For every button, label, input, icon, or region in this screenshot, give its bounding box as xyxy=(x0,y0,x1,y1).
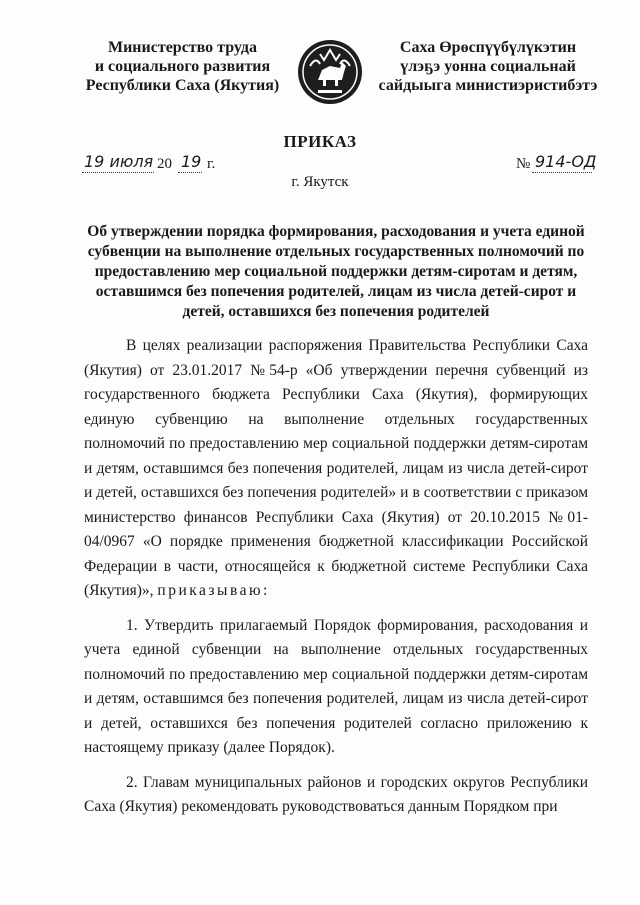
header-left-line: и социального развития xyxy=(94,58,271,75)
body-intro-text: В целях реализации распоряжения Правительства Республики Саха (Якутия) от 23.01.2017 №54-р «Об утверждении перечня субвенций из государственного бюджета Республики Саха (Якутия), формирующих единую субвенцию на выполнение отдельных государственных полномочий по предоставлению мер социальной поддержки детям-сиротам и детям, оставшимся без попечения родителей, лицам из числа детей-сирот и детей, оставшихся без попечения родителей» и в соответствии с приказом министерство финансов Республики Саха (Якутия) от 20.10.2015 №01-04/0967 «О порядке применения бюджетной классификации Российской Федерации в части, относящейся к бюджетной системе Республики Саха (Якутия)», xyxy=(84,337,588,599)
date-underline xyxy=(82,172,154,173)
yakutia-coat-of-arms-icon xyxy=(296,36,364,108)
body-intro-paragraph xyxy=(84,334,588,604)
body-item-1: 1. Утвердить прилагаемый Порядок формирования, расходования и учета единой субвенции на выполнение отдельных государственных полномочий по предоставлению мер социальной поддержки детям-сиротам и детям, оставшимся без попечения родителей, лицам из числа детей-сирот и детей, оставшихся без попечения родителей согласно приложению к настоящему приказу (далее Порядок). xyxy=(84,616,588,756)
subject-line: субвенции на выполнение отдельных государственных полномочий по xyxy=(87,243,585,260)
order-date-century: 20 xyxy=(157,156,172,172)
order-word: приказываю: xyxy=(157,582,270,599)
order-number: 914-ОД xyxy=(535,152,597,171)
order-number-sign: № xyxy=(516,156,531,172)
order-date-suffix: г. xyxy=(207,156,216,172)
subject-line: предоставлению мер социальной поддержки детям-сиротам и детям, xyxy=(94,263,578,280)
header-right-line: үлэҕэ уонна социальнай xyxy=(400,58,576,75)
subject-line: Об утверждении порядка формирования, расходования и учета единой xyxy=(87,223,585,240)
header-right-line: сайдыыга министиэристибэтэ xyxy=(378,77,598,94)
header-left-line: Республики Саха (Якутия) xyxy=(85,77,280,94)
body-item-2: 2. Главам муниципальных районов и городских округов Республики Саха (Якутия) рекомендовать руководствоваться данным Порядком при xyxy=(84,773,588,815)
order-date-day: 19 июля xyxy=(84,152,154,171)
order-date-year: 19 xyxy=(181,152,202,171)
ministry-name-yakut xyxy=(378,38,598,95)
header-right-line: Саха Өрөспүүбүлүкэтин xyxy=(399,39,577,56)
year-underline xyxy=(178,172,202,173)
subject-line: детей, оставшихся без попечения родителей xyxy=(182,303,490,320)
subject-line: оставшимся без попечения родителей, лицам из числа детей-сирот и xyxy=(95,283,577,300)
ministry-name-russian xyxy=(80,38,285,95)
header-left-line: Министерство труда xyxy=(107,39,258,56)
number-underline xyxy=(532,172,592,173)
order-subject xyxy=(86,222,586,322)
order-body xyxy=(84,334,588,830)
order-title: ПРИКАЗ xyxy=(283,132,357,151)
city: г. Якутск xyxy=(291,174,349,190)
